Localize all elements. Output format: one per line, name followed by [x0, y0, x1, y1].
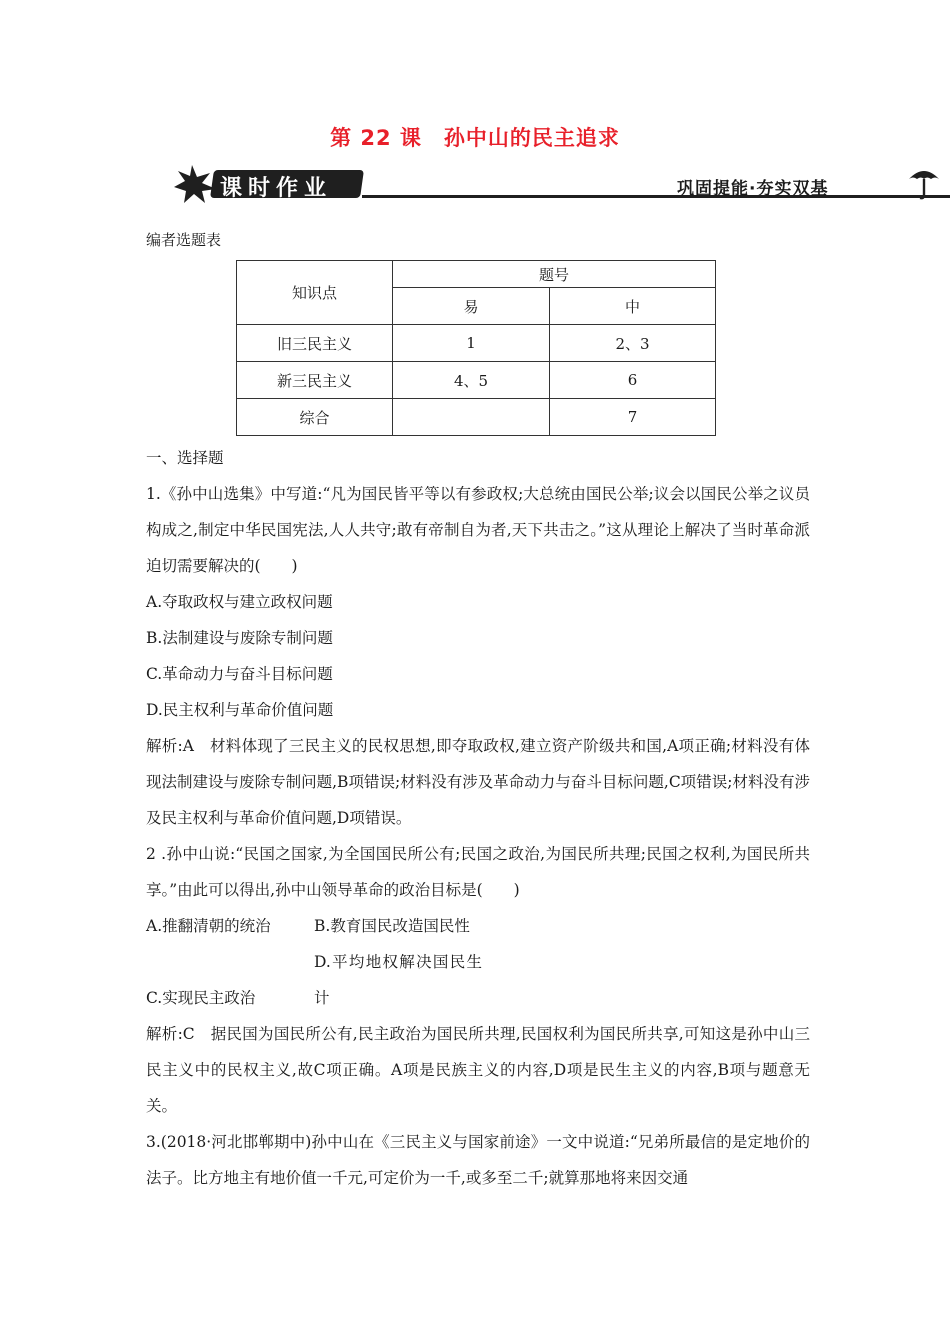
cell-medium: 2、3 — [550, 325, 716, 362]
cell-easy: 4、5 — [393, 362, 550, 399]
q2-options-ab — [146, 908, 810, 944]
banner-underline — [362, 195, 950, 198]
q2-analysis: 解析:C 据民国为国民所公有,民主政治为国民所共理,民国权利为国民所共享,可知这是孙中山三民主义中的民权主义,故C项正确。A项是民族主义的内容,D项是民生主义的内容,B项与题意无关。 — [146, 1025, 810, 1115]
banner-left-text: 课时作业 — [220, 176, 333, 201]
cell-knowledge: 旧三民主义 — [237, 325, 393, 362]
q3-stem: 3.(2018·河北邯郸期中)孙中山在《三民主义与国家前途》一文中说道:“兄弟所最信的是定地价的法子。比方地主有地价值一千元,可定价为一千,或多至二千;就算那地将来因交通 — [146, 1133, 810, 1187]
cell-medium: 6 — [550, 362, 716, 399]
table-row — [237, 362, 716, 399]
q1-option-c: C.革命动力与奋斗目标问题 — [146, 665, 333, 683]
table-caption: 编者选题表 — [146, 231, 222, 249]
table-row — [237, 325, 716, 362]
cell-easy — [393, 399, 550, 436]
q1-analysis: 解析:A 材料体现了三民主义的民权思想,即夺取政权,建立资产阶级共和国,A项正确;材料没有体现法制建设与废除专制问题,B项错误;材料没有涉及革命动力与奋斗目标问题,C项错误;材料没有涉及民主权利与革命价值问题,D项错误。 — [146, 737, 810, 827]
section-banner — [172, 165, 950, 205]
q1-option-a: A.夺取政权与建立政权问题 — [146, 593, 333, 611]
section-heading: 一、选择题 — [146, 449, 224, 467]
cell-easy: 1 — [393, 325, 550, 362]
q2-stem: 2 .孙中山说:“民国之国家,为全国国民所公有;民国之政治,为国民所共理;民国之权利,为国民所共享。”由此可以得出,孙中山领导革命的政治目标是( ) — [146, 845, 810, 899]
header-easy: 易 — [393, 288, 550, 325]
q2-option-b: B.教育国民改造国民性 — [314, 917, 470, 935]
question-selection-table — [236, 260, 716, 436]
header-knowledge: 知识点 — [237, 261, 393, 325]
cell-knowledge: 新三民主义 — [237, 362, 393, 399]
cell-medium: 7 — [550, 399, 716, 436]
q2-options-cd — [146, 944, 810, 1016]
header-medium: 中 — [550, 288, 716, 325]
q1-option-b: B.法制建设与废除专制问题 — [146, 629, 333, 647]
question-body — [146, 440, 810, 1196]
q2-option-d: D.平均地权解决国民生计 — [314, 953, 482, 1007]
table-row — [237, 399, 716, 436]
q2-option-c: C.实现民主政治 — [146, 989, 256, 1007]
q2-option-a: A.推翻清朝的统治 — [146, 917, 271, 935]
banner-right-text: 巩固提能·夯实双基 — [677, 179, 829, 199]
header-question-number: 题号 — [393, 261, 716, 288]
q1-option-d: D.民主权利与革命价值问题 — [146, 701, 334, 719]
q1-stem: 1.《孙中山选集》中写道:“凡为国民皆平等以有参政权;大总统由国民公举;议会以国民公举之议员构成之,制定中华民国宪法,人人共守;敢有帝制自为者,天下共击之。”这从理论上解决了当时革命派迫切需要解决的( ) — [146, 485, 810, 575]
umbrella-icon — [907, 163, 941, 201]
cell-knowledge: 综合 — [237, 399, 393, 436]
page-title: 第 22 课 孙中山的民主追求 — [330, 126, 620, 150]
